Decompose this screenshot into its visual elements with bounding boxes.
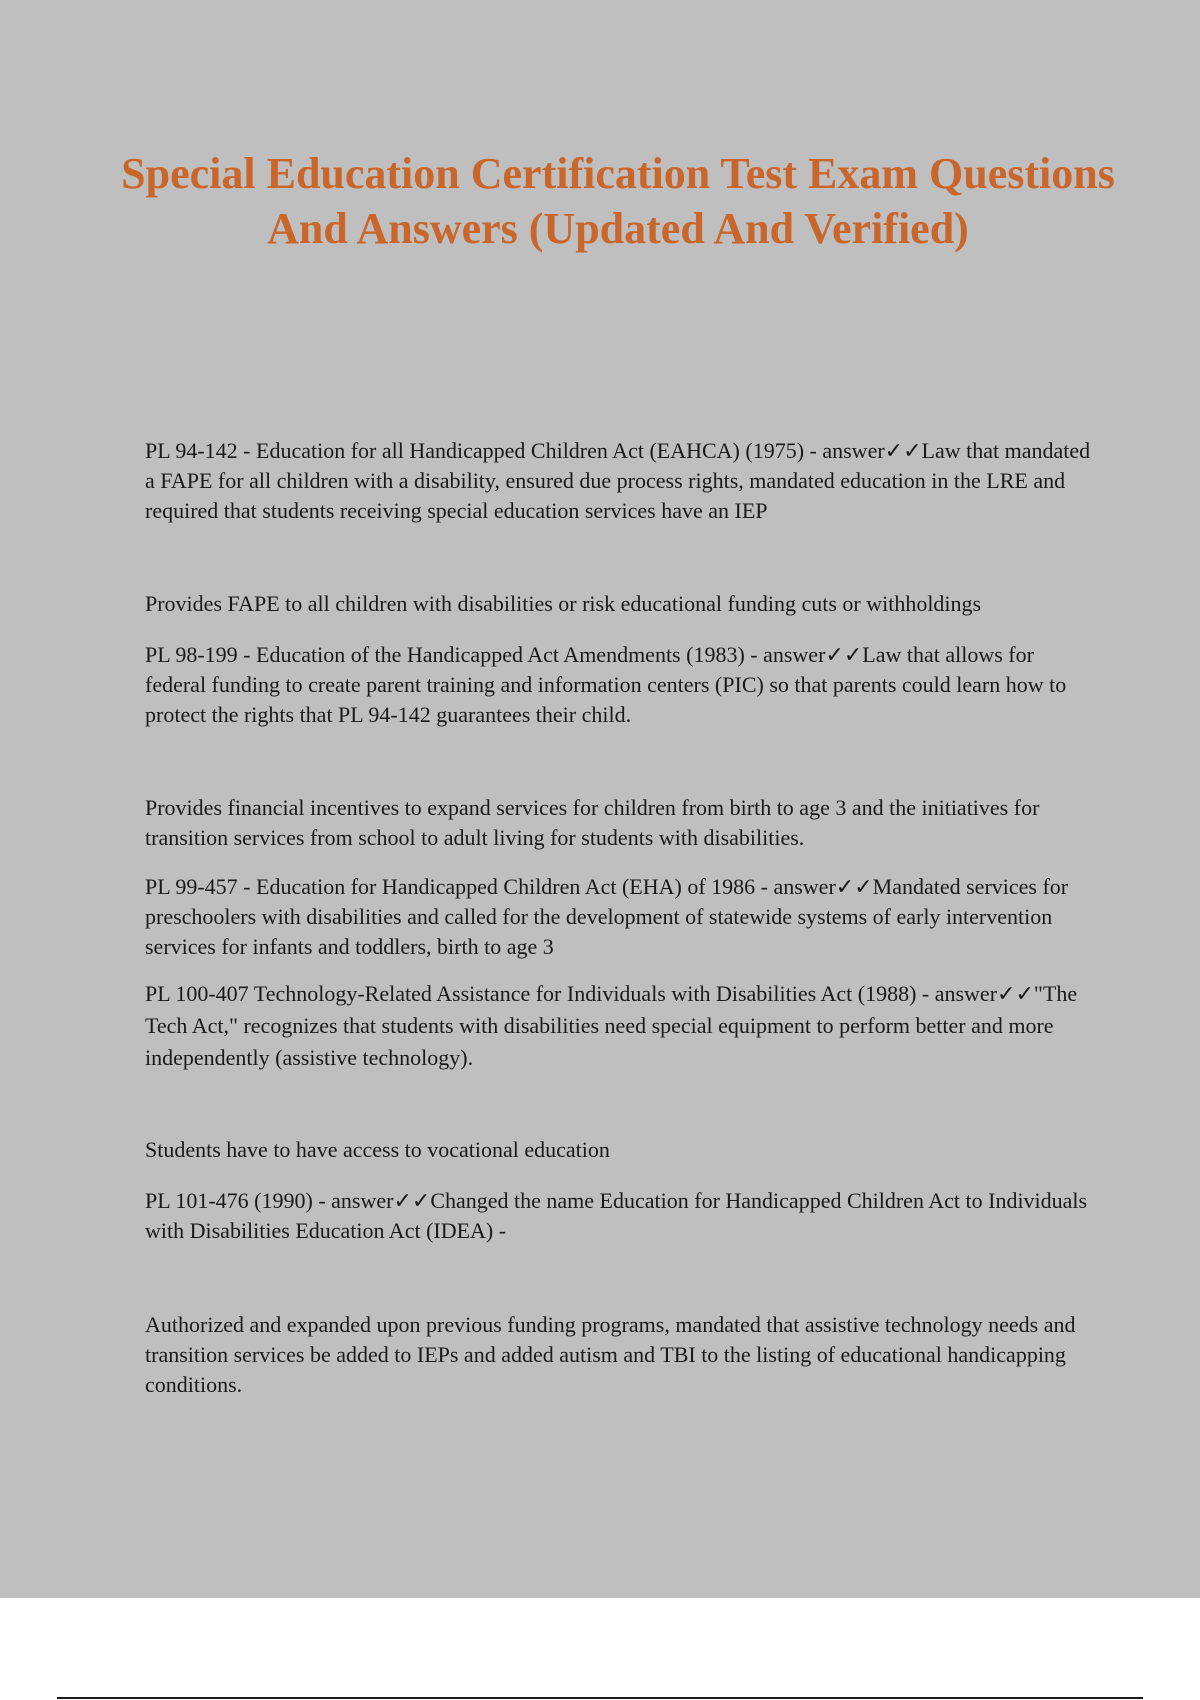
paragraph-financial-incentives: Provides financial incentives to expand services for children from birth to age 3 and the initiatives for transition services from school to adult living for students with disabilities. [145, 795, 1040, 850]
paragraph-pl-100-407: PL 100-407 Technology-Related Assistance for Individuals with Disabilities Act (1988) - answer✓✓"The Tech Act," recognizes that students with disabilities need special equipment to perform better and more independently (assistive technology). [145, 981, 1078, 1070]
paragraph-pl-101-476: PL 101-476 (1990) - answer✓✓Changed the name Education for Handicapped Children Act to Individuals with Disabilities Education Act (IDEA) - [145, 1188, 1088, 1243]
paragraph-pl-98-199: PL 98-199 - Education of the Handicapped Act Amendments (1983) - answer✓✓Law that allows for federal funding to create parent training and information centers (PIC) so that parents could learn how to protect the rights that PL 94-142 guarantees their child. [145, 642, 1067, 727]
paragraph-fape-funding: Provides FAPE to all children with disabilities or risk educational funding cuts or withholdings [145, 591, 982, 616]
footer-divider [57, 1697, 1143, 1699]
paragraph-vocational-education: Students have to have access to vocational education [145, 1137, 610, 1162]
paragraph-pl-94-142: PL 94-142 - Education for all Handicapped Children Act (EAHCA) (1975) - answer✓✓Law that mandated a FAPE for all children with a disability, ensured due process rights, mandated education in the LRE and required that students receiving special education services have an IEP [145, 438, 1091, 523]
document-title: Special Education Certification Test Exam Questions And Answers (Updated And Verified) [121, 149, 1115, 253]
paragraph-authorized-funding: Authorized and expanded upon previous funding programs, mandated that assistive technology needs and transition services be added to IEPs and added autism and TBI to the listing of educational handicapping conditions. [145, 1312, 1076, 1397]
paragraph-pl-99-457: PL 99-457 - Education for Handicapped Children Act (EHA) of 1986 - answer✓✓Mandated services for preschoolers with disabilities and called for the development of statewide systems of early intervention services for infants and toddlers, birth to age 3 [145, 874, 1069, 959]
